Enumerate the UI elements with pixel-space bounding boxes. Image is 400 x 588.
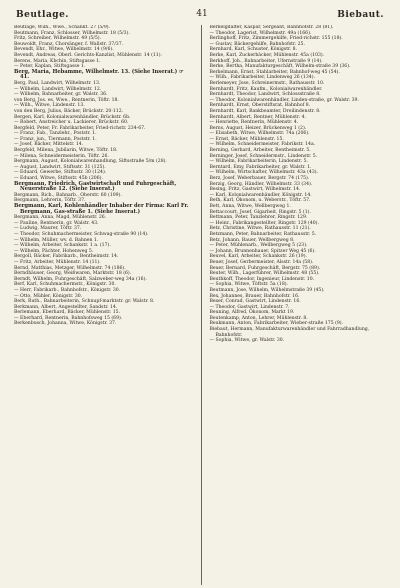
directory-entry: Bergen, Karl, Kolonialwarenhändler, Brückstr. 6b. [14,114,131,120]
page-number: 41 [196,9,208,19]
directory-entry: — Heinr., Fabrikangestellter, Ringstr. 129 (40). [209,220,319,226]
directory-entry: — Johann, Brunnenhauer, Spitzer Weg 45 (6). [209,248,316,254]
directory-entry: Beuning, Alfred, Ökonom, Markt 19. [209,310,295,316]
directory-entry: Beutlage, Wilh., Wwe., Schankt. 27 (5/9). [14,25,111,30]
directory-entry: Fritz, Schreiber, Wilhelmstr. 49 (5/5). [14,36,102,42]
directory-entry: Berke, Karl, Zuckerbäcker, Mühlenstr. 45a (103). [209,52,325,58]
directory-entry: — Franz, Fab., Tanzlehr., Poststr. 1. [14,131,97,137]
directory-entry: — August, Landwirt, Stiftsstr. 31 (125). [14,164,106,170]
directory-entry: Bergfeld, Milena, Jubilarin, Witwe, Töftr. 18. [14,148,118,154]
directory-entry: Berntard, Emy, Fabrikarbeiter, gr. Walstr. 1. [209,164,312,170]
directory-entry: Bettaccourt, Josef, Gigarbeit, Ringstr. 5 (1). [209,209,311,215]
header-first-entry: Beutlage. [16,10,69,20]
directory-entry: — Sophia, Witwe, Töftstr. 5a (18). [209,282,289,288]
directory-entry: — Peter, Mühlenarb., Wellbergweg 5 (23). [209,243,308,249]
directory-entry: — Wilh., Fabrikarbeiter, Lindenweg 26 (134). [209,75,315,81]
directory-entry: — Theodor, Kolonialwarenhändler, Linden-straße, gr. Walstr. 39. [209,97,359,103]
directory-entry: Berndhäuser, Georg, Weißwaren, Marktstr. 18 (6). [14,271,132,277]
directory-entry: Bergmann, Lehrerin, Töftr. 37. [14,198,86,204]
directory-entry: Beutmann, Franz, Schlosser, Wilhelmstr. 18 (5/3). [14,30,130,36]
directory-entry: Berlinghoff, Fritz, Zimmergehilfe, Fried-richstr. 155 (18). [209,36,343,42]
directory-entry: — Theodor, Lagerist, Wilhelmstr. 49a (166). [209,30,312,36]
directory-entry: Beutmann, Jose, Wilhelm, Wilhelmstraße 39 (45). [209,287,325,293]
directory-entry: Bernhardt, Fritz, Kaufm., Kolonialwarenhändler. [209,86,323,92]
directory-entry: — Wilhelm, Müller, wv. d. Bahnen 1. [14,237,99,243]
directory-entry: — Henriette, Rentnerin, Mühlenstr. 4. [209,120,299,126]
directory-entry: Bernhardt, Ernst, Oberstiftsrat, Bahnhof 8. [209,103,311,109]
directory-entry: Berg, Paul, Landwirt, Wilhelmstr. 13. [14,80,101,86]
directory-entry: Berlemann, Eberhard, Bäcker, Mühlenstr. 15. [14,310,121,316]
right-column [203,25,390,585]
directory-entry: — Franz, jun., Tiermann, Poststr. 1. [14,136,97,142]
directory-entry: Bergmann, Karl, Kohlenhändler Inhaber der Firma: Karl Fr. Bergmann, Gas-straße 1. (Siehe Inserat.) [14,203,189,215]
directory-entry: Berlemeyer, Jose, Schreinermstr., Rathausstr. 10. [209,80,325,86]
directory-entry: Bernhardt, Albert, Rentner, Mühlenstr. 4. [209,114,306,120]
directory-entry: Bexer, Conrad, Gastwirt, Lindenstr. 16. [209,299,301,305]
directory-entry: Beuvel, Karl, Arbeiter, Schankstr. 26 (19). [209,254,307,260]
directory-entry: Berf, Karl, Schuhmachermstr., Königstr. 30. [14,282,116,288]
directory-entry: Bergmann, Friedrich, Gastwirtschaft und Fuhrgeschäft, Neuerstraße 12. (Siehe Inserat.) [14,180,177,193]
directory-entry: Berkhoff, Joh., Bahnarbeiter, Ufernstraße 9 (14). [209,58,323,64]
directory-entry: Bergoll, Bäcker, Fabrikarb., Bentheimstr. 14. [14,254,119,260]
page-header [14,8,390,22]
directory-entry: — Pauline, Rentnerin, gr. Walstr. 43. [14,220,99,226]
directory-columns [14,25,390,585]
directory-entry: — Wilhelm, Fabrikarbeiterin, Lindenstr. 5. [209,159,308,165]
directory-entry: — Eduard, Witwe, Stiftsstr. 45b (206). [14,176,103,182]
directory-entry: Beuter, Wilh., Lagerführer, Wilhelmstr. 48 (55). [209,271,320,277]
directory-entry: — Eduard, Gewerbe, Stiftsstr. 30 (124). [14,170,107,176]
directory-entry: — Karl, Kolonialwarenhändler, Königstr. 14. [209,192,312,198]
directory-entry: — Ernst, Bäcker, Mühlenstr. 15. [209,136,284,142]
directory-entry: — Robert, Anstreicher u. Lackierer, Brückstr. 60. [14,120,129,126]
directory-entry: von Berg, Jos. es, Wwe., Rentnerin, Töftr. 18. [14,97,119,103]
directory-entry: Beth, Karl, Ökonom, u. Weberstr., Töftr. 57. [209,198,311,204]
directory-entry: Beuer, Bernard, Fuhrgeschäft, Bergstr. 75 (89). [209,265,321,271]
header-last-entry: Biebaut. [337,10,384,20]
directory-entry: Bernd, Matthias, Metzger, Wilhelmstr. 74 (186). [14,265,126,271]
directory-entry: Bex, Johannes, Brauer, Bahnhofstr. 16. [209,293,300,299]
directory-entry: Betzmann, Peter, Bahnarbeiter, Rathausstr. 5. [209,231,317,237]
directory-entry: Betz, Johann, Bauer, Wellbergweg 8. [209,237,295,243]
directory-entry: Bevendt, Andreas, Oberl. Gerichts-Kanzlist, Mühlenstr. 14 (11). [14,52,162,58]
directory-entry: — Fritz, Arbeiter, Mühlenstr. 14 (11). [14,259,101,265]
directory-entry: Bergmann, Anna, Magd, Mühlenstr. 26. [14,215,107,221]
directory-entry: Bergmann, August, Kolonialwarenhandlung, Siftsstraße 5/m (28). [14,159,167,165]
directory-entry: Bettmann, Peter, Tanzlehrer, Ringstr. 129. [209,215,308,221]
directory-entry: Berk, Ruth., Bahnarbeiterin, Schnupf-marktstr. gr. Walstr. 8. [14,299,155,305]
directory-entry: Berkelgdalter, Kaspar, Sergeant, Bahnhofstr. 28 (81). [209,25,334,30]
directory-entry: Berg, Maria, Hebamme, Wilhelmstr. 13. (Siehe Inserat.) ☞ 41. [14,68,184,81]
directory-entry: — Theodor, Schuhmachermeister, Schwag-straße 90 (14). [14,231,149,237]
directory-entry: von den Berg, Julius, Bäcker, Brückstr. 20-112. [14,108,124,114]
directory-entry: Berz, Josef, Weberbauer, Bergstr. 74 (175). [209,176,310,182]
directory-entry: — Theodor, Gastwirt, Lindenstr. 7. [209,304,290,310]
directory-entry: Bergmann, Rich., Bahnarb., Oberstr. 60 (109). [14,192,122,198]
directory-entry: Berkelmann, Ernst, Stahlarbeiter, Bahnhof-weg 45 (54). [209,69,340,75]
directory-entry: — Wilh., Witwe, Lindenstr. 13. [14,103,85,109]
directory-entry: — Peter, Kaplan, Stiftsgasse 1. [14,64,86,70]
left-column [14,25,199,585]
directory-entry: Bernhardt, Theodor, Landwirt, Schlossstraße 8. [209,92,321,98]
directory-entry: — Wilhelm, Arbeiter, Schankstr. 1 a. (17). [14,243,111,249]
directory-entry: Bernhardt, Karl, Bankbeamter, Dreilindenstr. 8. [209,108,321,114]
directory-entry: Berzig, Georg, Händler, Wilhelmstr. 33 (34). [209,181,313,187]
directory-entry: Berninger, Josef, Schneidermstr., Lindenstr. 5. [209,153,318,159]
directory-entry: — Wilhelm, Pächter, Hohenweg 5. [14,248,94,254]
directory-entry: — Ludwig, Maurer, Töftr. 37. [14,226,82,232]
directory-entry: Bergfeld, Peter, Fr. Fabrikarbeiter, Fried-richstr. 234-67. [14,125,146,131]
directory-entry: Betz, Christine, Witwe, Rathausstr. 11 (21). [209,226,311,232]
directory-entry: — Milena, Schneidermeisterin, Töftr. 26. [14,153,109,159]
directory-entry: — Wilhelm, Wirtschafter, Wilhelmstr. 43a (43). [209,170,319,176]
directory-entry: — Josef, Bäcker, Mittelstr. 14. [14,142,84,148]
column-divider [201,25,202,585]
directory-entry: Berns, August, Heizer, Brückenweg 1 (2). [209,125,307,131]
directory-entry: Besing, Fritz, Gastwirt, Wilhelmstr. 14. [209,187,301,193]
directory-entry: Berke, Bertha, Manufakturgeschäft, Wilhelm-straße 39 (36). [209,64,351,70]
directory-entry: Bernhard, Karl, Schuster, Königstr. 8. [209,47,298,53]
directory-entry: Beukmann, Anton, Fabrikarbeiter, Wieber-straße 175 (9). [209,321,344,327]
directory-entry: Beuthkoff, Theodor, Ingenieur, Lindenstr. 10. [209,276,315,282]
directory-entry: Biebaut, Hermann, Manufakturwarenhändler und Fahrradhandlung, Bahnhofstr. [209,327,370,338]
directory-entry: — Elisabeth, Witwe, Wilhelmstr. 74a (206). [209,131,310,137]
directory-entry: Beuwoldt, Franz, Chorsänger, f. Wallstr. 37/37. [14,41,124,47]
directory-entry: — Sophia, Witwe, gr. Walstr. 30. [209,338,285,344]
directory-entry: Berkenbusch, Johanna, Witwe, Königstr. 37. [14,321,117,327]
directory-entry: Beuer, Josef, Gerbermeister, Alsstr. 14a (58). [209,259,314,265]
directory-entry: Bett, Anna, Witwe, Wellbergweg 1. [209,204,291,209]
directory-entry: — Eberhard, Rentnerin, Bahnhofsweg 15 (69). [14,315,123,321]
directory-entry: — Gustav, Bäckergehilfe, Bahnhofstr. 25. [209,41,305,47]
directory-entry: — Wilhelm, Landwirt, Wilhelmstr. 12. [14,86,102,92]
directory-entry: — Wilhelm, Bahnarbeiter, gr. Walstr. 36. [14,92,108,98]
directory-entry: — Otto, Mühler, Königstr. 30. [14,293,83,299]
directory-entry: — Herr, Fabrikarb., Bahnhofstr., Königstr. 30. [14,287,121,293]
directory-entry: Berndt, Wilhelm, Fuhrgeschäft, Salzweber-weg 34a (16). [14,276,147,282]
directory-entry: Bevendt, Ehr., Witwe, Wilhelmstr. 14 (9/6). [14,47,114,53]
directory-entry: Berning, Gerhard, Arbeiter, Bentheimstr. 5. [209,148,311,154]
directory-entry: Berens, Maria, Kbchin, Stiftsgasse 1. [14,58,101,64]
directory-entry: Berkmann, Albert, Angestellter, Sandstr. 14. [14,304,118,310]
directory-entry: Beutenkamp, Anton, Lehrer, Mühlenstr. 8. [209,315,308,321]
directory-entry: — Wilhelm, Schneidermeister, Fabrikstr. 14a. [209,142,316,148]
